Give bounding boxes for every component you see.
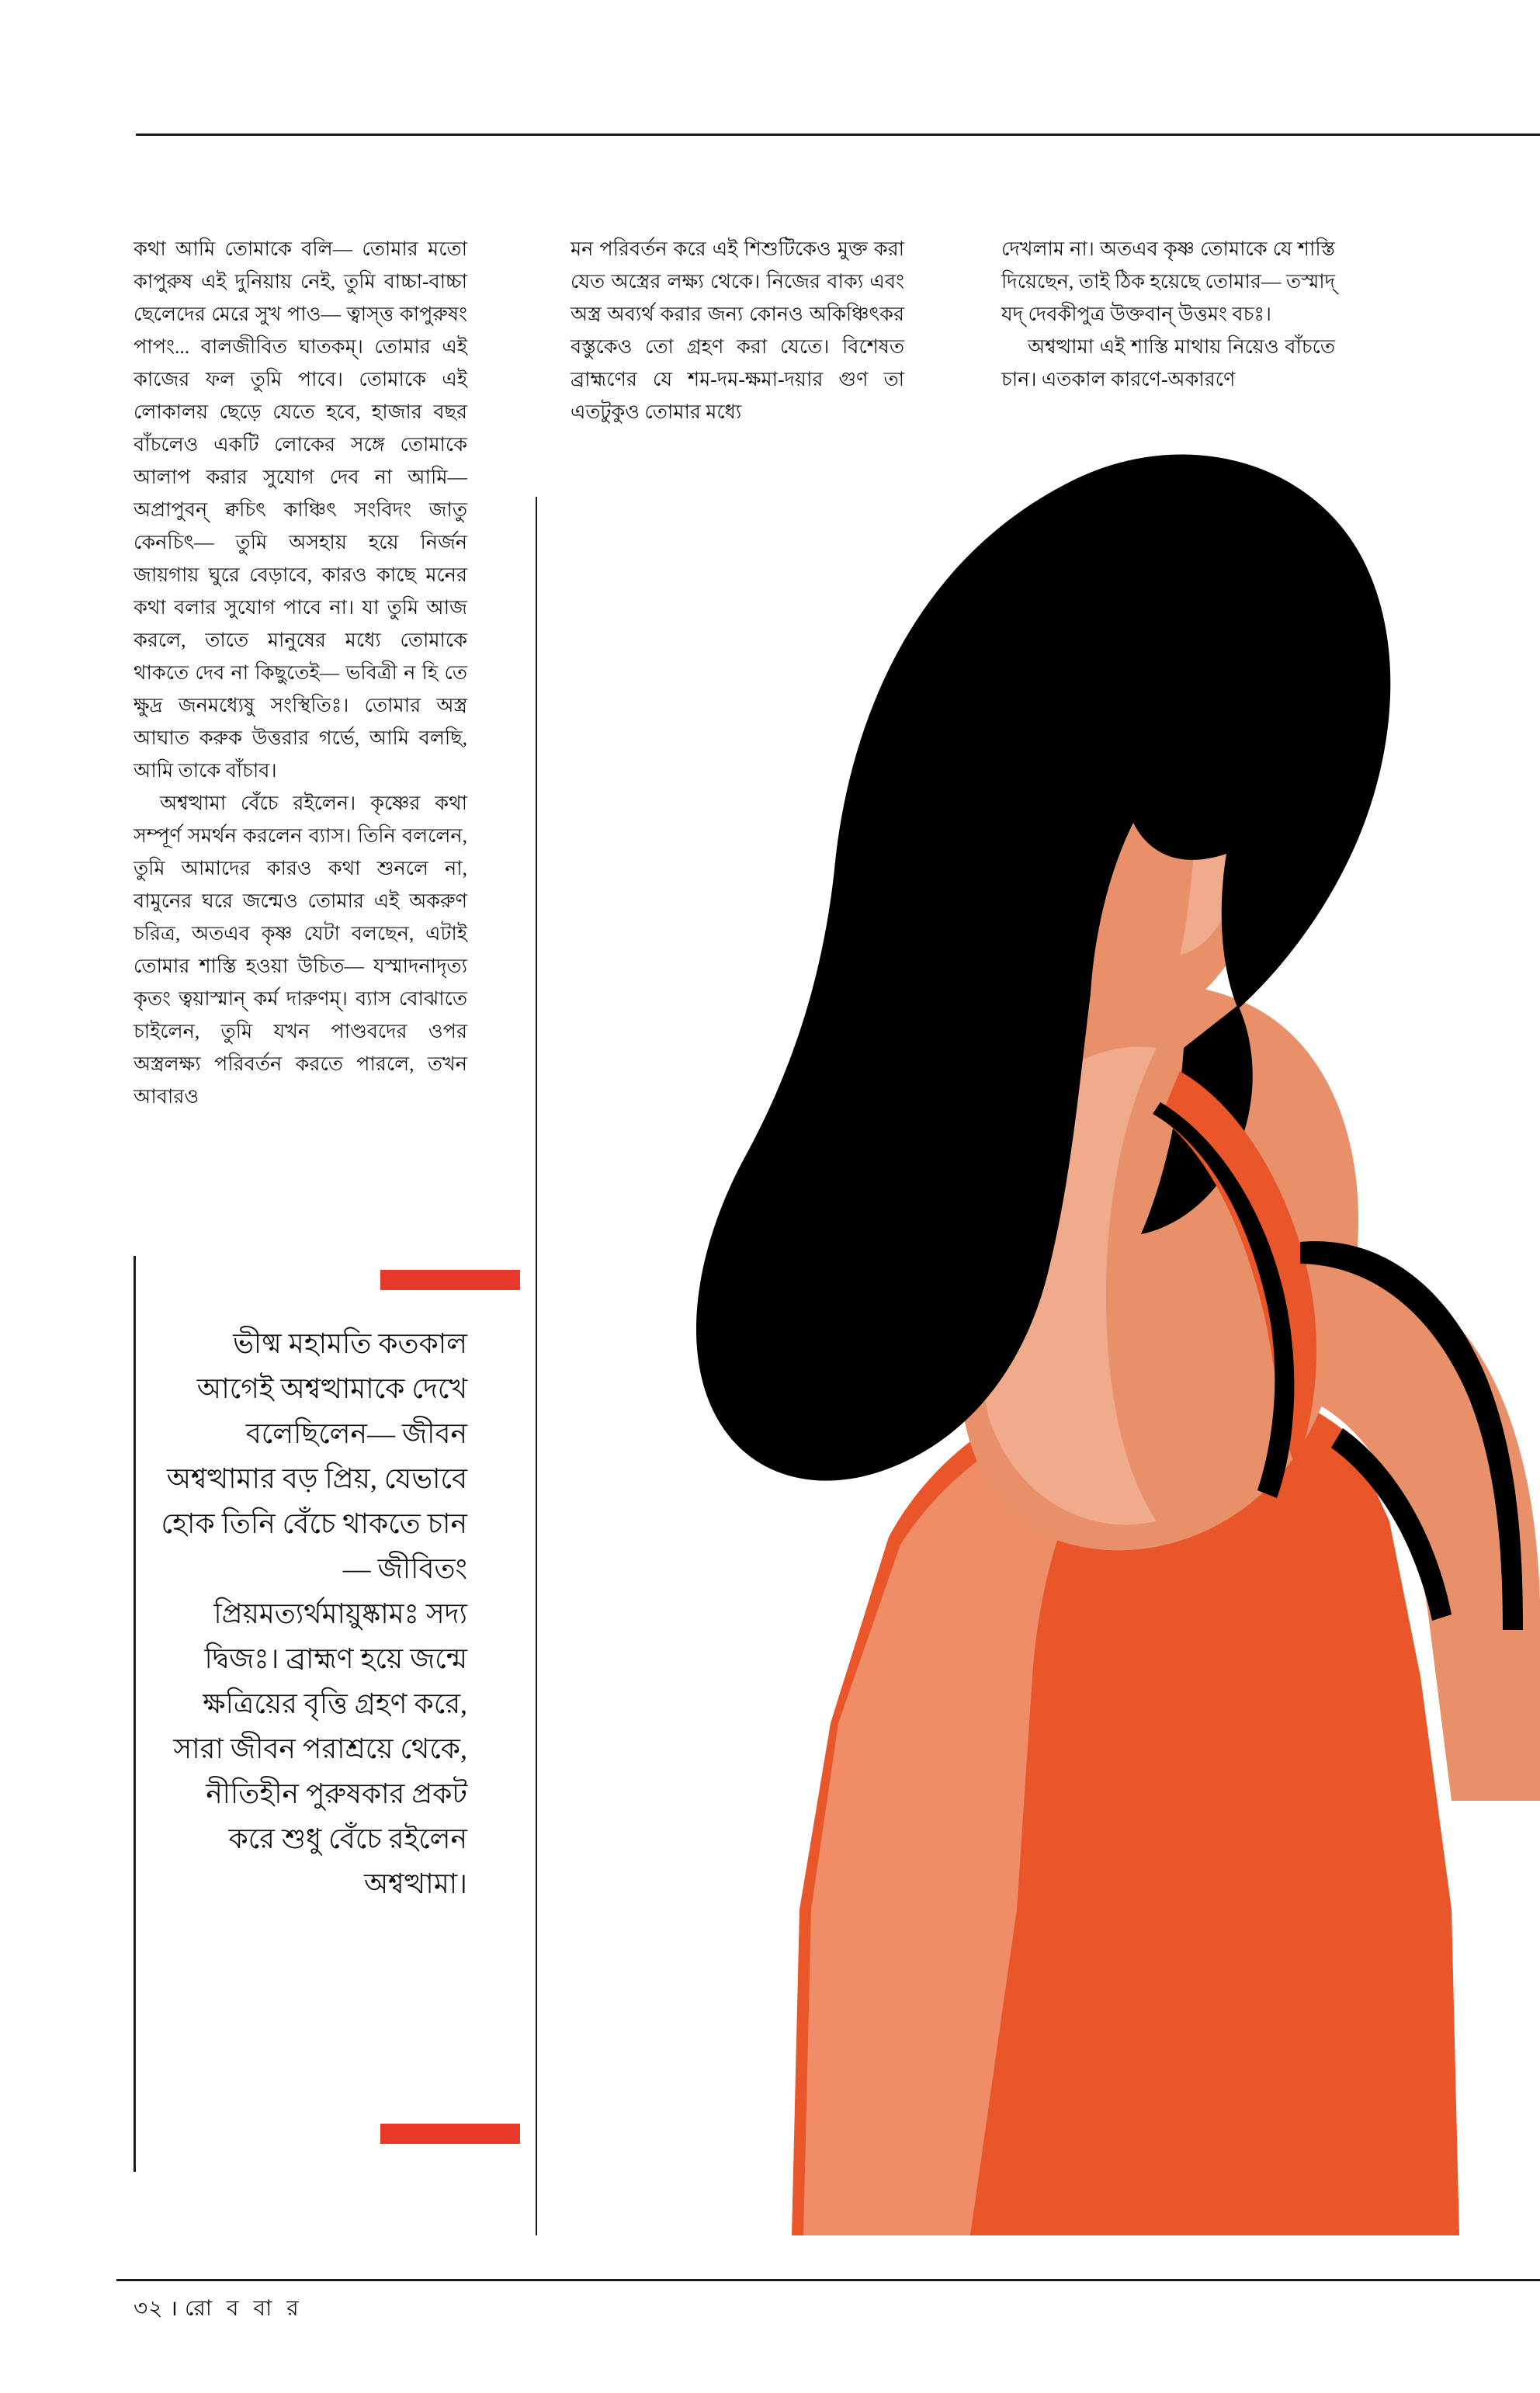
top-divider-rule bbox=[136, 134, 1540, 136]
paragraph: অশ্বত্থামা এই শাস্তি মাথায় নিয়েও বাঁচতে চান। এতকাল কারণে-অকারণে bbox=[1001, 335, 1335, 390]
paragraph: কথা আমি তোমাকে বলি— তোমার মতো কাপুরুষ এই দুনিয়ায় নেই, তুমি বাচ্চা-বাচ্চা ছেলেদের মেরে সুখ পাও— ত্বাস্ত্ত কাপুরুষং পাপং... বালজীবিত ঘাতকম্‌। তোমার এই কাজের ফল তুমি পাবে। তোমাকে এই লোকালয় ছেড়ে যেতে হবে, হাজার বছর বাঁচলেও একটি লোকের সঙ্গে তোমাকে আলাপ করার সুযোগ দেব না আমি— অপ্রাপুবন্‌ ক্বচিৎ কাঞ্চিৎ সংবিদং জাতু কেনচিৎ— তুমি অসহায় হয়ে নির্জন জায়গায় ঘুরে বেড়াবে, কারও কাছে মনের কথা বলার সুযোগ পাবে না। যা তুমি আজ করলে, তাতে মানুষের মধ্যে তোমাকে থাকতে দেব না কিছুতেই— ভবিত্রী ন হি তে ক্ষুদ্র জনমধ্যেষু সংস্থিতিঃ। তোমার অস্ত্র আঘাত করুক উত্তরার গর্ভে, আমি বলছি, আমি তাকে বাঁচাব। bbox=[134, 238, 467, 782]
text-column-2 bbox=[571, 233, 904, 428]
pull-quote-block bbox=[134, 1256, 475, 2172]
text-column-1 bbox=[134, 233, 467, 1113]
page-folio bbox=[134, 2291, 303, 2328]
illustration-figure bbox=[536, 435, 1540, 2235]
pull-quote-accent-bar-top bbox=[380, 1270, 520, 1290]
bottom-divider-rule bbox=[116, 2279, 1540, 2281]
paragraph: দেখলাম না। অতএব কৃষ্ণ তোমাকে যে শাস্তি দিয়েছেন, তাই ঠিক হয়েছে তোমার— তস্মাদ্‌ যদ্‌ দেবকীপুত্র উক্তবান্‌ উত্তমং বচঃ। bbox=[1001, 238, 1335, 325]
pull-quote-text: ভীষ্ম মহামতি কতকাল আগেই অশ্বত্থামাকে দেখে বলেছিলেন— জীবন অশ্বত্থামার বড় প্রিয়, যেভাবে হোক তিনি বেঁচে থাকতে চান— জীবিতং প্রিয়মত্যর্থমায়ুষ্কামঃ সদ্য দ্বিজঃ। ব্রাহ্মণ হয়ে জন্মে ক্ষত্রিয়ের বৃত্তি গ্রহণ করে, সারা জীবন পরাশ্রয়ে থেকে, নীতিহীন পুরুষকার প্রকট করে শুধু বেঁচে রইলেন অশ্বত্থামা। bbox=[161, 1328, 467, 1899]
folio-separator: । bbox=[169, 2297, 179, 2321]
paragraph: অশ্বত্থামা বেঁচে রইলেন। কৃষ্ণের কথা সম্পূর্ণ সমর্থন করলেন ব্যাস। তিনি বললেন, তুমি আমাদের কারও কথা শুনলে না, বামুনের ঘরে জন্মেও তোমার এই অকরুণ চরিত্র, অতএব কৃষ্ণ যেটা বলছেন, এটাই তোমার শাস্তি হওয়া উচিত— যস্মাদনাদৃত্য কৃতং ত্বয়াস্মান্‌ কর্ম দারুণম্‌। ব্যাস বোঝাতে চাইলেন, তুমি যখন পাণ্ডবদের ওপর অস্ত্রলক্ষ্য পরিবর্তন করতে পারলে, তখন আবারও bbox=[134, 792, 467, 1108]
paragraph: মন পরিবর্তন করে এই শিশুটিকেও মুক্ত করা যেত অস্ত্রের লক্ষ্য থেকে। নিজের বাক্য এবং অস্ত্র অব্যর্থ করার জন্য কোনও অকিঞ্চিৎকর বস্তুকেও তো গ্রহণ করা যেতে। বিশেষত ব্রাহ্মণের যে শম-দম-ক্ষমা-দয়ার গুণ তা এতটুকুও তোমার মধ্যে bbox=[571, 238, 904, 423]
text-column-3 bbox=[1001, 233, 1335, 396]
folio-number: ৩২ bbox=[134, 2297, 164, 2321]
magazine-name: রো ব বা র bbox=[185, 2297, 303, 2321]
pull-quote-left-rule bbox=[134, 1256, 136, 2172]
pull-quote-accent-bar-bottom bbox=[380, 2124, 520, 2144]
